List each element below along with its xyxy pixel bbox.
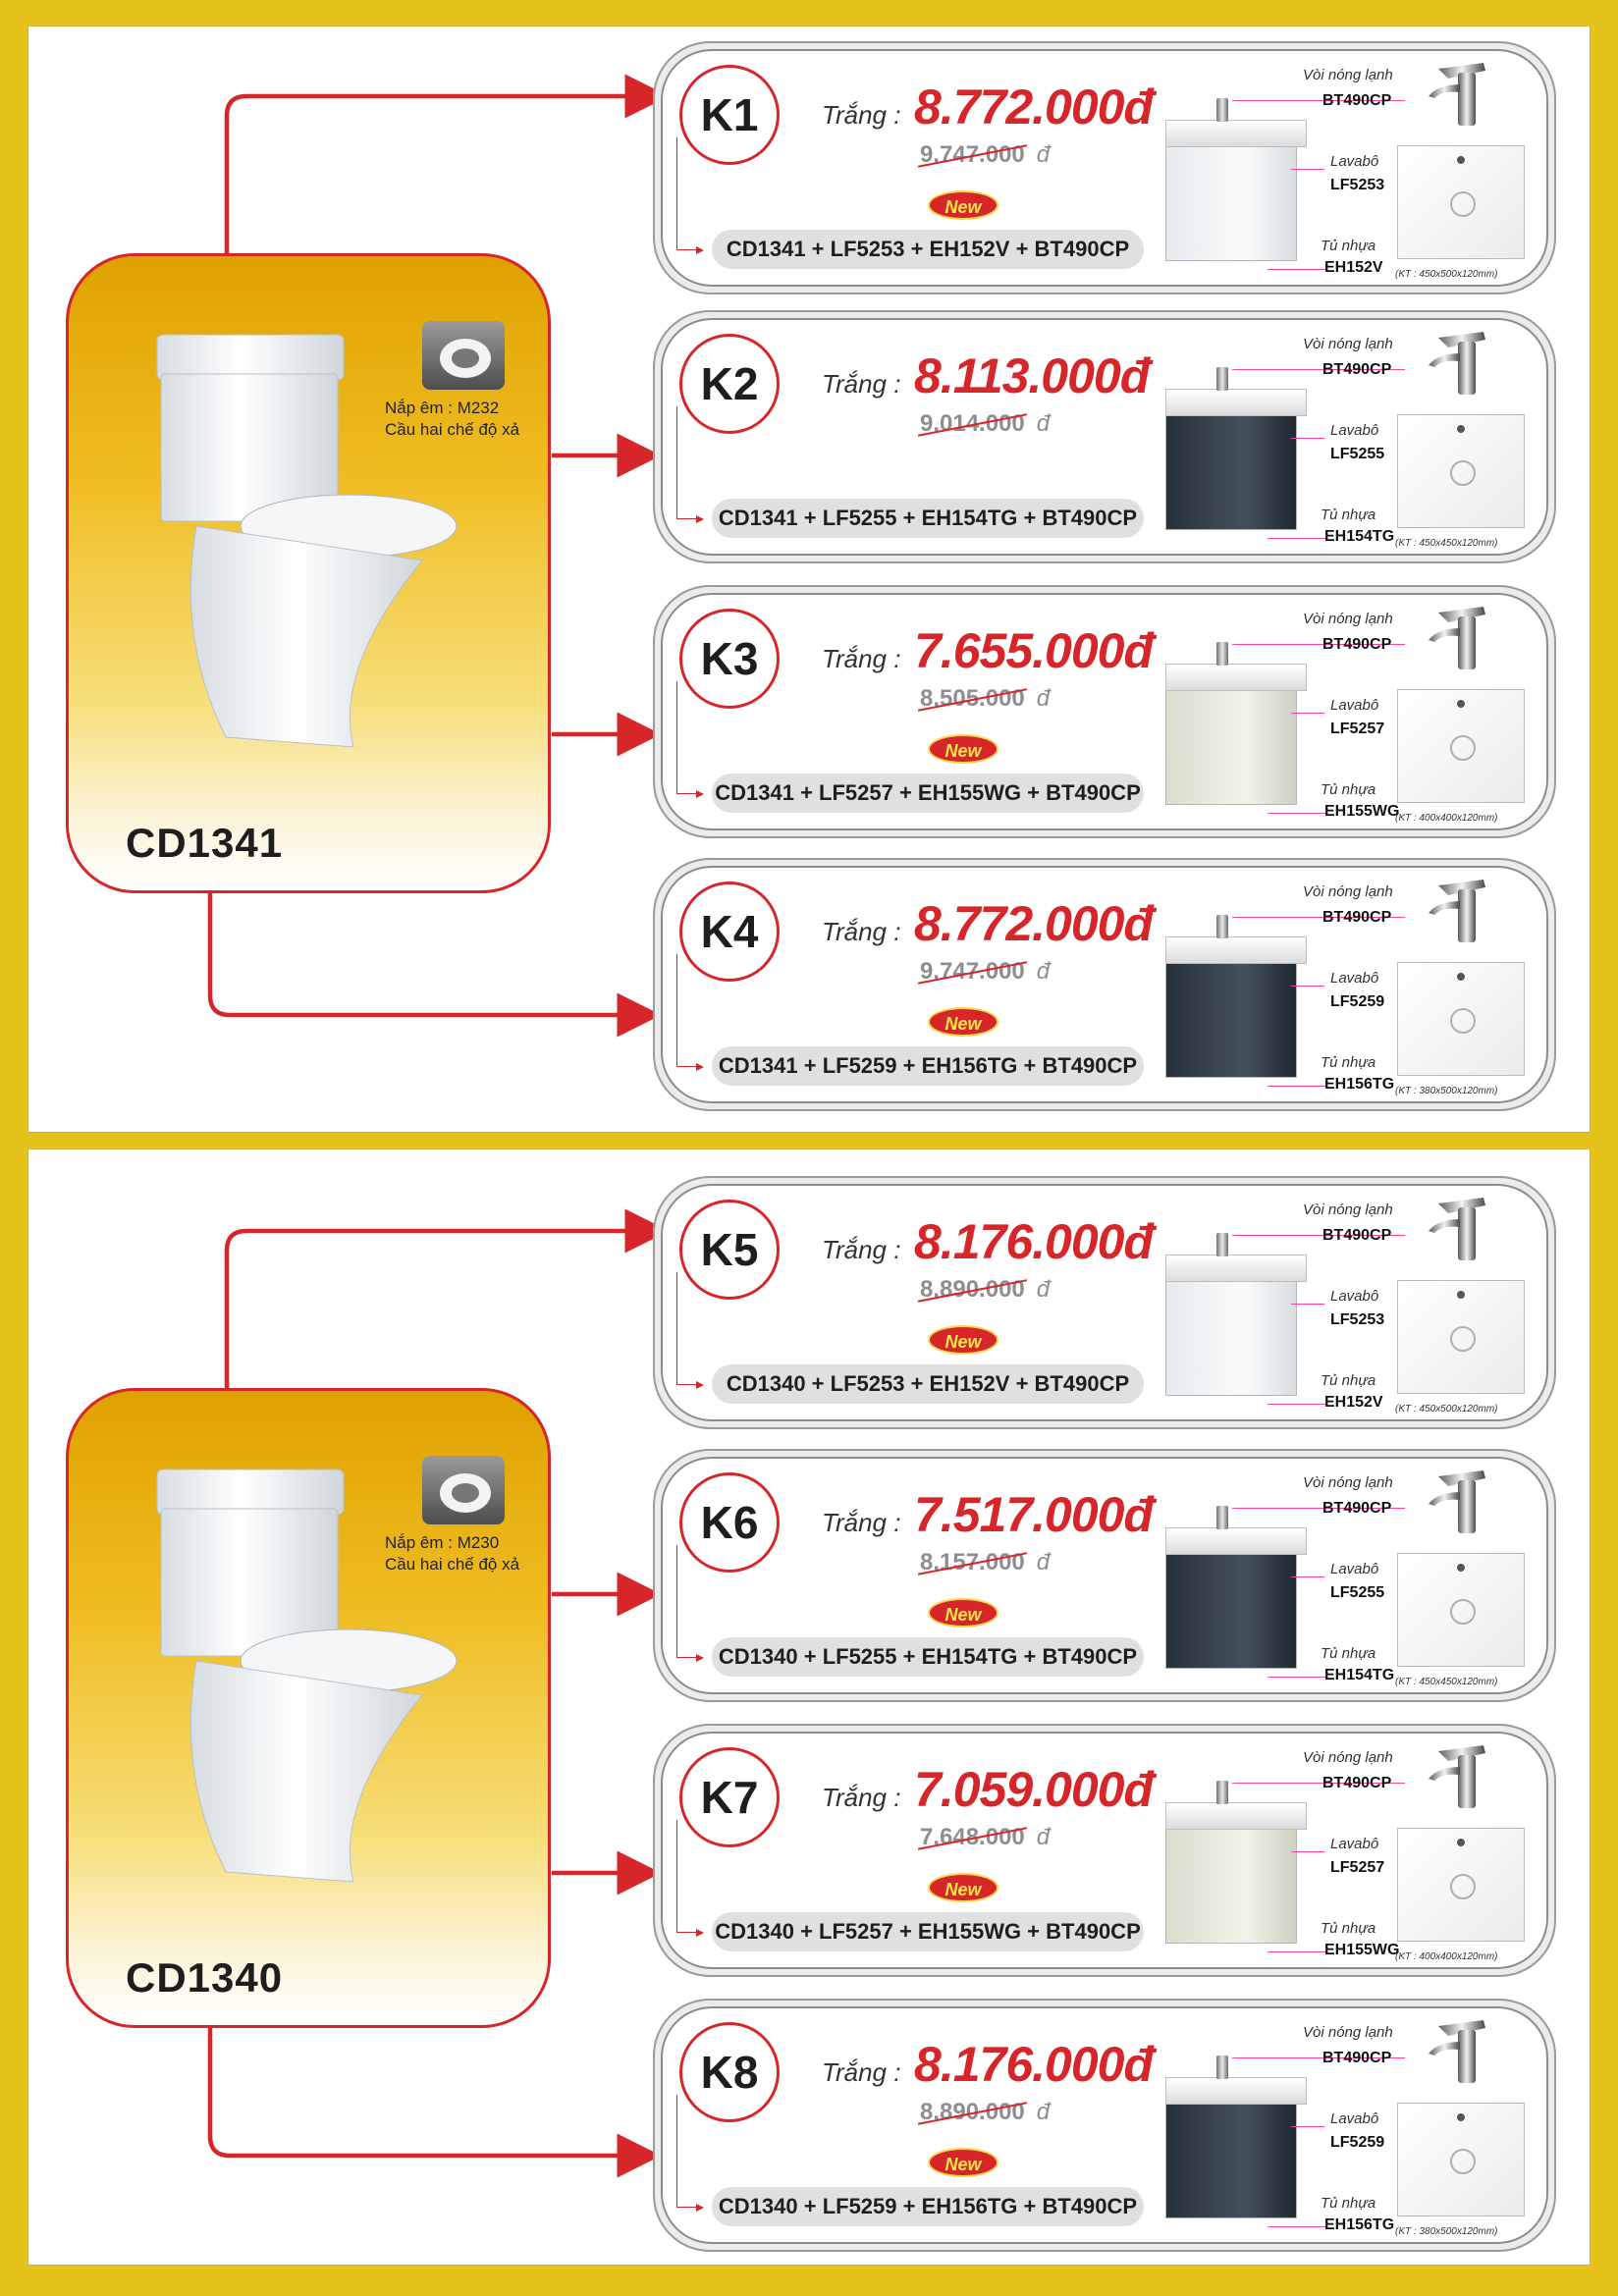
old-price-value: 7.648.000 bbox=[920, 1824, 1025, 1850]
basin-code: LF5259 bbox=[1330, 2134, 1385, 2151]
cabinet-dimensions: (KT : 450x450x120mm) bbox=[1395, 538, 1498, 549]
faucet-code: BT490CP bbox=[1322, 92, 1392, 109]
color-label: Trắng : bbox=[822, 917, 901, 946]
flush-note-line: Cầu hai chế độ xả bbox=[385, 1555, 520, 1574]
toilet-model: CD1341 bbox=[126, 820, 284, 866]
combo-inner bbox=[661, 1184, 1548, 1421]
faucet-code: BT490CP bbox=[1322, 1775, 1392, 1791]
faucet-code: BT490CP bbox=[1322, 1500, 1392, 1517]
basin-label: Lavabô bbox=[1330, 970, 1379, 987]
combo-inner bbox=[661, 1732, 1548, 1969]
faucet-image bbox=[1419, 878, 1507, 946]
basin-code: LF5255 bbox=[1330, 446, 1385, 462]
leader-line bbox=[1267, 2226, 1326, 2227]
faucet-code: BT490CP bbox=[1322, 2050, 1392, 2066]
cabinet-code: EH156TG bbox=[1324, 1076, 1395, 1093]
faucet-image bbox=[1419, 1743, 1507, 1812]
combo-id: K5 bbox=[679, 1200, 780, 1300]
cabinet-image bbox=[1156, 907, 1313, 1094]
cabinet-label: Tủ nhựa bbox=[1321, 238, 1376, 254]
old-price-value: 9.747.000 bbox=[920, 958, 1025, 985]
old-price-value: 8.505.000 bbox=[920, 685, 1025, 712]
leader-line bbox=[1291, 986, 1324, 987]
old-price bbox=[920, 685, 1050, 713]
combo-formula: CD1340 + LF5257 + EH155WG + BT490CP bbox=[712, 1912, 1144, 1951]
combo-card-k1[interactable] bbox=[653, 41, 1556, 294]
combo-id: K1 bbox=[679, 65, 780, 165]
combo-inner bbox=[661, 2006, 1548, 2244]
new-badge: New bbox=[928, 1325, 998, 1355]
faucet-image bbox=[1419, 605, 1507, 673]
color-label: Trắng : bbox=[822, 1783, 901, 1812]
combo-card-k8[interactable] bbox=[653, 1999, 1556, 2252]
leader-line bbox=[1267, 538, 1326, 539]
cabinet-dimensions: (KT : 400x400x120mm) bbox=[1395, 1951, 1498, 1962]
faucet-image bbox=[1419, 1196, 1507, 1264]
cabinet-label: Tủ nhựa bbox=[1321, 1920, 1376, 1937]
combo-price: 7.655.000đ bbox=[914, 623, 1153, 678]
combo-formula: CD1341 + LF5253 + EH152V + BT490CP bbox=[712, 230, 1144, 269]
combo-inner bbox=[661, 1457, 1548, 1694]
basin-image bbox=[1397, 1553, 1525, 1667]
combo-formula: CD1340 + LF5259 + EH156TG + BT490CP bbox=[712, 2187, 1144, 2226]
seat-note-line: Nắp êm : M232 bbox=[385, 399, 500, 417]
combo-id: K8 bbox=[679, 2022, 780, 2122]
leader-line bbox=[1291, 1851, 1324, 1852]
toilet-image bbox=[137, 315, 461, 772]
faucet-image bbox=[1419, 330, 1507, 399]
basin-image bbox=[1397, 2103, 1525, 2216]
cabinet-dimensions: (KT : 450x500x120mm) bbox=[1395, 1404, 1498, 1415]
soft-close-seat-icon bbox=[422, 1456, 505, 1524]
new-badge: New bbox=[928, 1598, 998, 1628]
old-price-value: 9.014.000 bbox=[920, 410, 1025, 437]
new-badge: New bbox=[928, 734, 998, 764]
combo-price: 7.517.000đ bbox=[914, 1487, 1153, 1542]
old-price bbox=[920, 958, 1050, 986]
currency-symbol: đ bbox=[1036, 2099, 1051, 2125]
combo-formula: CD1340 + LF5253 + EH152V + BT490CP bbox=[712, 1364, 1144, 1404]
faucet-image bbox=[1419, 1468, 1507, 1537]
cabinet-dimensions: (KT : 380x500x120mm) bbox=[1395, 1086, 1498, 1096]
combo-connector bbox=[676, 954, 697, 1067]
basin-code: LF5253 bbox=[1330, 177, 1385, 193]
combo-card-k4[interactable] bbox=[653, 858, 1556, 1111]
faucet-label: Vòi nóng lạnh bbox=[1303, 67, 1393, 83]
currency-symbol: đ bbox=[1036, 410, 1051, 437]
old-price bbox=[920, 1549, 1050, 1576]
old-price bbox=[920, 1824, 1050, 1851]
combo-card-k2[interactable] bbox=[653, 310, 1556, 563]
cabinet-code: EH152V bbox=[1324, 1394, 1383, 1411]
new-badge: New bbox=[928, 1873, 998, 1902]
cabinet-dimensions: (KT : 380x500x120mm) bbox=[1395, 2226, 1498, 2237]
seat-note-line: Nắp êm : M230 bbox=[385, 1533, 500, 1552]
color-label: Trắng : bbox=[822, 1235, 901, 1264]
cabinet-image bbox=[1156, 1773, 1313, 1959]
cabinet-code: EH152V bbox=[1324, 259, 1383, 276]
cabinet-image bbox=[1156, 359, 1313, 546]
cabinet-label: Tủ nhựa bbox=[1321, 2195, 1376, 2212]
cabinet-code: EH156TG bbox=[1324, 2216, 1395, 2233]
combo-inner bbox=[661, 866, 1548, 1103]
cabinet-dimensions: (KT : 400x400x120mm) bbox=[1395, 813, 1498, 824]
cabinet-image bbox=[1156, 90, 1313, 277]
combo-card-k7[interactable] bbox=[653, 1724, 1556, 1977]
combo-connector bbox=[676, 1272, 697, 1385]
combo-connector bbox=[676, 1545, 697, 1658]
leader-line bbox=[1291, 1304, 1324, 1305]
faucet-code: BT490CP bbox=[1322, 636, 1392, 653]
basin-code: LF5257 bbox=[1330, 721, 1385, 737]
basin-code: LF5253 bbox=[1330, 1311, 1385, 1328]
cabinet-code: EH154TG bbox=[1324, 528, 1395, 545]
basin-label: Lavabô bbox=[1330, 697, 1379, 714]
combo-connector bbox=[676, 681, 697, 794]
toilet-image bbox=[137, 1450, 461, 1906]
cabinet-label: Tủ nhựa bbox=[1321, 1645, 1376, 1662]
old-price-value: 8.157.000 bbox=[920, 1549, 1025, 1575]
new-badge: New bbox=[928, 2148, 998, 2177]
leader-line bbox=[1267, 1086, 1326, 1087]
old-price bbox=[920, 2099, 1050, 2126]
faucet-label: Vòi nóng lạnh bbox=[1303, 611, 1393, 627]
combo-card-k5[interactable] bbox=[653, 1176, 1556, 1429]
toilet-model: CD1340 bbox=[126, 1954, 284, 2001]
combo-id: K7 bbox=[679, 1747, 780, 1847]
leader-line bbox=[1267, 1404, 1326, 1405]
cabinet-label: Tủ nhựa bbox=[1321, 1372, 1376, 1389]
combo-connector bbox=[676, 2095, 697, 2208]
basin-image bbox=[1397, 689, 1525, 803]
combo-price: 8.176.000đ bbox=[914, 1214, 1153, 1269]
combo-price: 8.176.000đ bbox=[914, 2037, 1153, 2092]
leader-line bbox=[1291, 2126, 1324, 2127]
combo-id: K3 bbox=[679, 609, 780, 709]
combo-price: 8.772.000đ bbox=[914, 80, 1153, 134]
combo-id: K6 bbox=[679, 1472, 780, 1573]
combo-connector bbox=[676, 406, 697, 519]
color-label: Trắng : bbox=[822, 369, 901, 399]
cabinet-dimensions: (KT : 450x450x120mm) bbox=[1395, 1677, 1498, 1687]
basin-image bbox=[1397, 145, 1525, 259]
color-label: Trắng : bbox=[822, 100, 901, 130]
seat-note bbox=[385, 398, 519, 441]
cabinet-image bbox=[1156, 2048, 1313, 2234]
combo-card-k6[interactable] bbox=[653, 1449, 1556, 1702]
leader-line bbox=[1267, 269, 1326, 270]
faucet-code: BT490CP bbox=[1322, 909, 1392, 926]
combo-inner bbox=[661, 49, 1548, 287]
leader-line bbox=[1267, 1677, 1326, 1678]
cabinet-code: EH154TG bbox=[1324, 1667, 1395, 1683]
combo-inner bbox=[661, 318, 1548, 556]
currency-symbol: đ bbox=[1036, 1824, 1051, 1850]
seat-note bbox=[385, 1532, 519, 1575]
combo-connector bbox=[676, 1820, 697, 1933]
leader-line bbox=[1267, 813, 1326, 814]
old-price-value: 9.747.000 bbox=[920, 141, 1025, 168]
combo-price: 8.113.000đ bbox=[914, 348, 1150, 403]
faucet-label: Vòi nóng lạnh bbox=[1303, 1201, 1393, 1218]
currency-symbol: đ bbox=[1036, 1549, 1051, 1575]
basin-label: Lavabô bbox=[1330, 1836, 1379, 1852]
currency-symbol: đ bbox=[1036, 141, 1051, 168]
combo-id: K4 bbox=[679, 881, 780, 982]
cabinet-dimensions: (KT : 450x500x120mm) bbox=[1395, 269, 1498, 280]
cabinet-image bbox=[1156, 1498, 1313, 1684]
combo-formula: CD1340 + LF5255 + EH154TG + BT490CP bbox=[712, 1637, 1144, 1677]
faucet-image bbox=[1419, 61, 1507, 130]
color-label: Trắng : bbox=[822, 2057, 901, 2087]
basin-image bbox=[1397, 414, 1525, 528]
currency-symbol: đ bbox=[1036, 1276, 1051, 1303]
basin-image bbox=[1397, 1828, 1525, 1942]
faucet-code: BT490CP bbox=[1322, 361, 1392, 378]
new-badge: New bbox=[928, 190, 998, 220]
cabinet-image bbox=[1156, 1225, 1313, 1412]
basin-label: Lavabô bbox=[1330, 1561, 1379, 1577]
combo-formula: CD1341 + LF5255 + EH154TG + BT490CP bbox=[712, 499, 1144, 538]
new-badge: New bbox=[928, 1007, 998, 1037]
old-price bbox=[920, 1276, 1050, 1304]
leader-line bbox=[1291, 169, 1324, 170]
leader-line bbox=[1291, 438, 1324, 439]
combo-price: 8.772.000đ bbox=[914, 896, 1153, 951]
combo-formula: CD1341 + LF5257 + EH155WG + BT490CP bbox=[712, 774, 1144, 813]
combo-formula: CD1341 + LF5259 + EH156TG + BT490CP bbox=[712, 1046, 1144, 1086]
cabinet-label: Tủ nhựa bbox=[1321, 1054, 1376, 1071]
cabinet-label: Tủ nhựa bbox=[1321, 507, 1376, 523]
faucet-label: Vòi nóng lạnh bbox=[1303, 336, 1393, 352]
flush-note-line: Cầu hai chế độ xả bbox=[385, 420, 520, 439]
basin-label: Lavabô bbox=[1330, 2110, 1379, 2127]
faucet-code: BT490CP bbox=[1322, 1227, 1392, 1244]
old-price bbox=[920, 141, 1050, 169]
old-price-value: 8.890.000 bbox=[920, 1276, 1025, 1303]
faucet-label: Vòi nóng lạnh bbox=[1303, 1474, 1393, 1491]
toilet-card[interactable] bbox=[66, 1388, 551, 2028]
basin-label: Lavabô bbox=[1330, 422, 1379, 439]
faucet-image bbox=[1419, 2018, 1507, 2087]
combo-inner bbox=[661, 593, 1548, 830]
color-label: Trắng : bbox=[822, 1508, 901, 1537]
old-price-value: 8.890.000 bbox=[920, 2099, 1025, 2125]
cabinet-label: Tủ nhựa bbox=[1321, 781, 1376, 798]
cabinet-code: EH155WG bbox=[1324, 803, 1400, 820]
combo-connector bbox=[676, 137, 697, 250]
faucet-label: Vòi nóng lạnh bbox=[1303, 883, 1393, 900]
faucet-label: Vòi nóng lạnh bbox=[1303, 1749, 1393, 1766]
combo-id: K2 bbox=[679, 334, 780, 434]
leader-line bbox=[1291, 1576, 1324, 1577]
leader-line bbox=[1267, 1951, 1326, 1952]
currency-symbol: đ bbox=[1036, 685, 1051, 712]
combo-price: 7.059.000đ bbox=[914, 1762, 1153, 1817]
basin-image bbox=[1397, 962, 1525, 1076]
basin-label: Lavabô bbox=[1330, 1288, 1379, 1305]
cabinet-image bbox=[1156, 634, 1313, 821]
basin-label: Lavabô bbox=[1330, 153, 1379, 170]
currency-symbol: đ bbox=[1036, 958, 1051, 985]
soft-close-seat-icon bbox=[422, 321, 505, 390]
faucet-label: Vòi nóng lạnh bbox=[1303, 2024, 1393, 2041]
toilet-card[interactable] bbox=[66, 253, 551, 893]
leader-line bbox=[1291, 713, 1324, 714]
color-label: Trắng : bbox=[822, 644, 901, 673]
old-price bbox=[920, 410, 1050, 438]
cabinet-code: EH155WG bbox=[1324, 1942, 1400, 1958]
basin-code: LF5259 bbox=[1330, 993, 1385, 1010]
basin-code: LF5257 bbox=[1330, 1859, 1385, 1876]
basin-code: LF5255 bbox=[1330, 1584, 1385, 1601]
basin-image bbox=[1397, 1280, 1525, 1394]
combo-card-k3[interactable] bbox=[653, 585, 1556, 838]
